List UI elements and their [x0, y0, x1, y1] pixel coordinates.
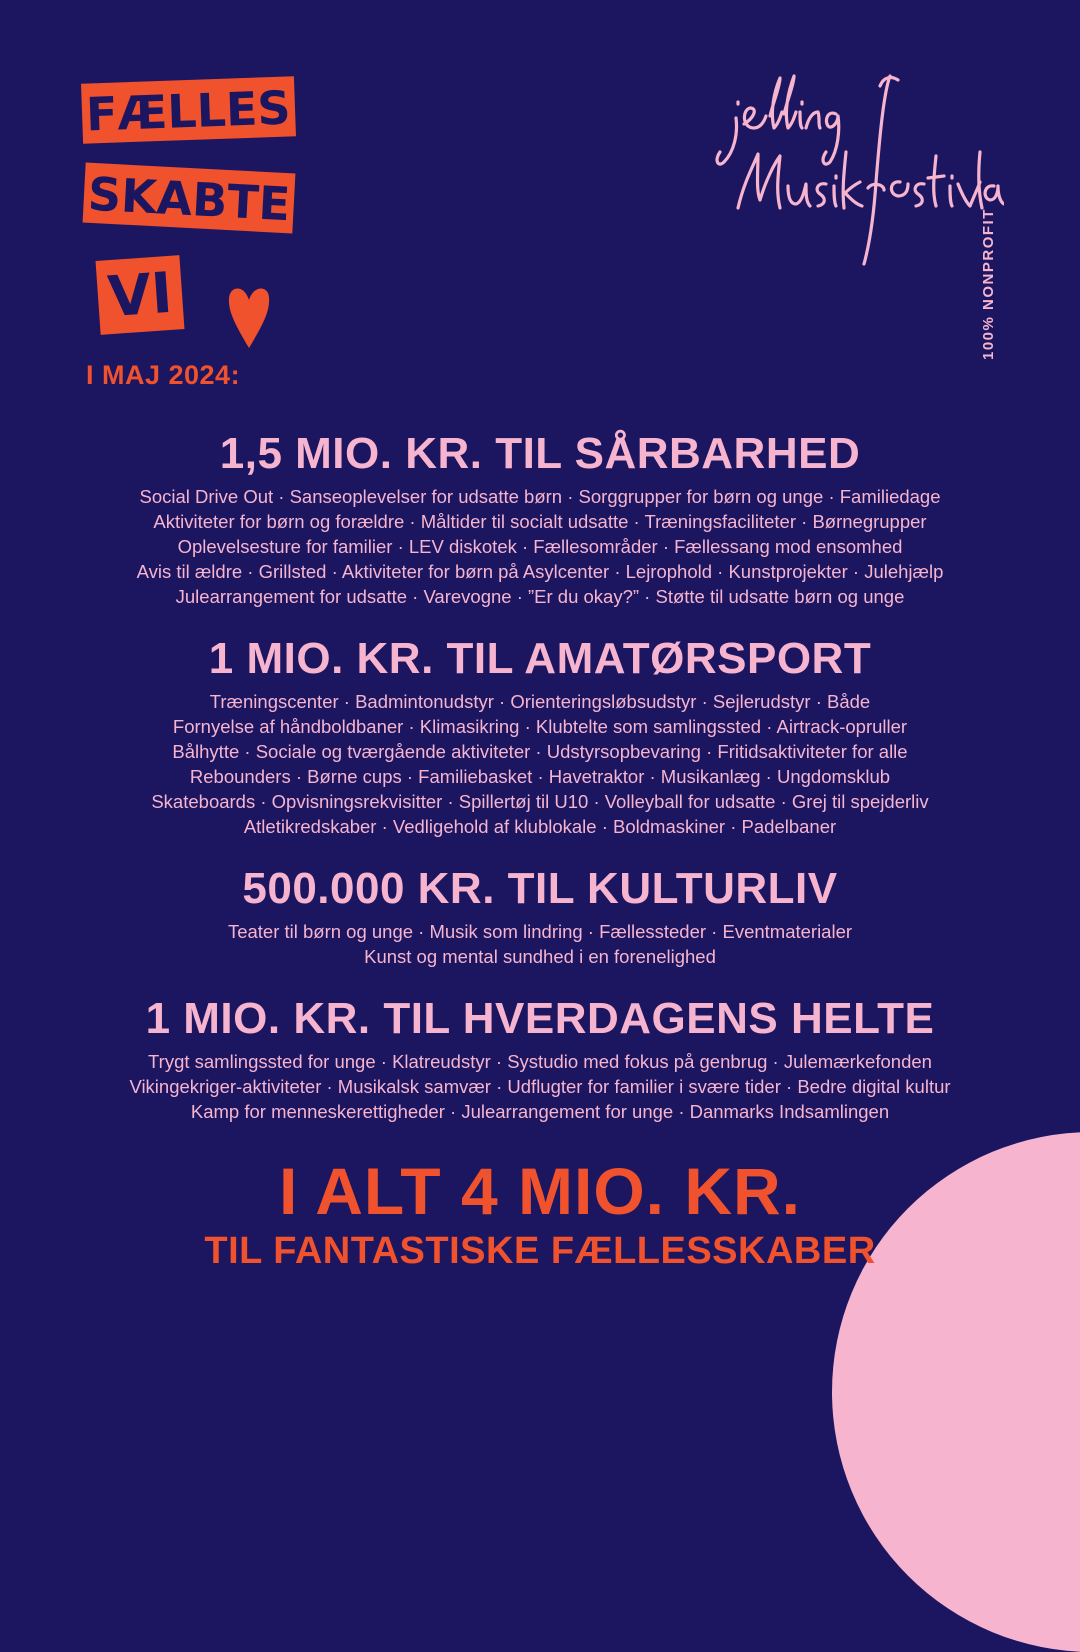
logo-word-1: FÆLLES	[81, 76, 295, 143]
logo-word-3: VI	[96, 255, 185, 335]
section-line: Aktiviteter for børn og forældre · Måltider til socialt udsatte · Træningsfaciliteter · Børnegrupper	[153, 511, 927, 532]
section-saarbarhed	[0, 429, 1080, 609]
jelling-musikfestival-logo	[714, 72, 1004, 272]
heart-icon	[226, 282, 272, 350]
section-title: 1 MIO. KR. TIL AMATØRSPORT	[208, 634, 872, 683]
section-line: Trygt samlingssted for unge · Klatreudstyr · Systudio med fokus på genbrug · Julemærkefonden	[148, 1051, 932, 1072]
section-hverdagens-helte	[0, 994, 1080, 1124]
logo-row-1	[82, 80, 295, 140]
section-line: Oplevelsesture for familier · LEV diskotek · Fællesområder · Fællessang mod ensomhed	[177, 536, 903, 557]
section-line: Atletikredskaber · Vedligehold af klublokale · Boldmaskiner · Padelbaner	[243, 816, 837, 837]
section-line: Skateboards · Opvisningsrekvisitter · Spillertøj til U10 · Volleyball for udsatte · Grej til spejderliv	[151, 791, 929, 812]
section-line: Avis til ældre · Grillsted · Aktiviteter for børn på Asylcenter · Lejrophold · Kunstprojekter · Julehjælp	[136, 561, 944, 582]
date-label: I MAJ 2024:	[86, 360, 241, 390]
section-line: Teater til børn og unge · Musik som lindring · Fællessteder · Eventmaterialer	[227, 921, 853, 942]
total-headline: I ALT 4 MIO. KR.	[279, 1154, 801, 1228]
logo-word-2: SKABTE	[83, 163, 296, 234]
section-line: Fornyelse af håndboldbaner · Klimasikring · Klubtelte som samlingssted · Airtrack-opruller	[172, 716, 908, 737]
section-title: 1 MIO. KR. TIL HVERDAGENS HELTE	[145, 994, 935, 1043]
section-title: 500.000 KR. TIL KULTURLIV	[242, 864, 838, 913]
section-line: Julearrangement for udsatte · Varevogne · ”Er du okay?” · Støtte til udsatte børn og unge	[175, 586, 905, 607]
section-title: 1,5 MIO. KR. TIL SÅRBARHED	[219, 429, 861, 478]
section-line: Kamp for menneskerettigheder · Julearrangement for unge · Danmarks Indsamlingen	[190, 1101, 890, 1122]
total-subline: TIL FANTASTISKE FÆLLESSKABER	[204, 1230, 876, 1272]
section-line: Træningscenter · Badmintonudstyr · Orienteringsløbsudstyr · Sejlerudstyr · Både	[209, 691, 871, 712]
section-line: Social Drive Out · Sanseoplevelser for udsatte børn · Sorggrupper for børn og unge · Familiedage	[139, 486, 941, 507]
section-line: Kunst og mental sundhed i en forenelighed	[364, 946, 716, 967]
logo-row-2	[84, 166, 294, 232]
section-amatoersport	[0, 634, 1080, 839]
section-line: Rebounders · Børne cups · Familiebasket · Havetraktor · Musikanlæg · Ungdomsklub	[189, 766, 891, 787]
logo-row-3	[98, 258, 182, 332]
section-line: Bålhytte · Sociale og tværgående aktiviteter · Udstyrsopbevaring · Fritidsaktiviteter for alle	[172, 741, 908, 762]
section-line: Vikingekriger-aktiviteter · Musikalsk samvær · Udflugter for familier i svære tider · Bedre digital kultur	[129, 1076, 951, 1097]
nonprofit-label: 100% NONPROFIT	[980, 208, 997, 360]
section-kulturliv	[0, 864, 1080, 969]
